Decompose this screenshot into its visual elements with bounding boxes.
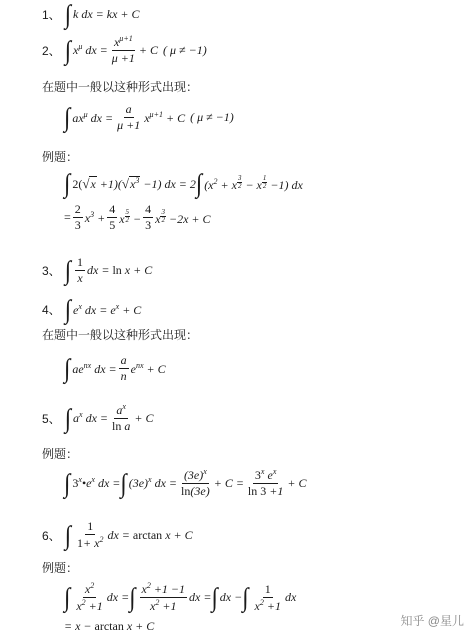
item-number: 3、 (42, 264, 61, 279)
item-number: 6、 (42, 528, 61, 543)
item-number: 4、 (42, 303, 61, 317)
item-number: 1、 (42, 8, 61, 22)
formula-4-general: ∫ $ae^{nx}$ dx = $\frac{a}{n}$ $e^{nx} + C$ (64, 353, 166, 384)
item-number: 5、 (42, 411, 61, 426)
example-3-line-2: = x − arctan x + C (64, 619, 155, 633)
example-label-2: 例题： (42, 447, 79, 461)
formula-6: 6、 ∫ $\frac{1}{1+ x^2}$ dx = arctan x + C (42, 519, 193, 551)
general-form-label-1: 在题中一般以这种形式出现： (42, 80, 199, 94)
general-form-label-2: 在题中一般以这种形式出现： (42, 328, 199, 342)
example-1-line-2: = $\frac{2}{3}$ $x^3$ + $\frac{4}{5}$ x $^{\frac{5}{2}}$ − $\frac{4}{3}$ x $^{\frac{3}{2}}$ −2x + C (64, 202, 211, 233)
formula-2-general: ∫ $ax^\mu$ dx = $\frac{a}{\mu +1}$ $x^{\mu+1} + C$ ( μ ≠ −1) (64, 102, 234, 133)
watermark: 知乎 @星儿 (400, 614, 464, 628)
formula-3: 3、 ∫ $\frac{1}{x}$ dx = ln x + C (42, 255, 153, 286)
example-2: ∫ $3^x•e^x$ dx = ∫ $(3e)^x$ dx = $\frac{(3e)^x}{\ln(3e)}$ + C = $\frac{3^x e^x}{\ln 3 +1}$ + C (64, 467, 307, 499)
formula-5: 5、 ∫ $a^x$ dx = $\frac{a^x}{\text{ln a}}$ + C (42, 402, 154, 434)
formula-2: 2、 ∫ $x^\mu$ dx = $\frac{x^{\mu+1}}{\mu +1}$ + C ( μ ≠ −1) (42, 34, 207, 66)
formula-1: 1、 ∫ k dx = kx + C (42, 0, 140, 29)
example-label-3: 例题： (42, 561, 79, 575)
example-1-line-1: ∫ $2(√x +1)(√x^3 -1)$ dx = 2 ∫ ($x^2 + x$ $^{\frac{3}{2}}$ − x $^{\frac{1}{2}}$ −1) dx (64, 169, 303, 198)
item-number: 2、 (42, 43, 61, 58)
formula-4: 4、 ∫ $e^x$ dx = $e^x + C$ (42, 295, 142, 324)
example-label-1: 例题： (42, 150, 79, 164)
example-3-line-1: ∫ $\frac{x^2}{x^2 +1}$ dx = ∫ $\frac{x^2 +1 -1}{x^2 +1}$ dx = ∫ dx − ∫ $\frac{1}{x^2 +1}$ dx (64, 581, 297, 614)
